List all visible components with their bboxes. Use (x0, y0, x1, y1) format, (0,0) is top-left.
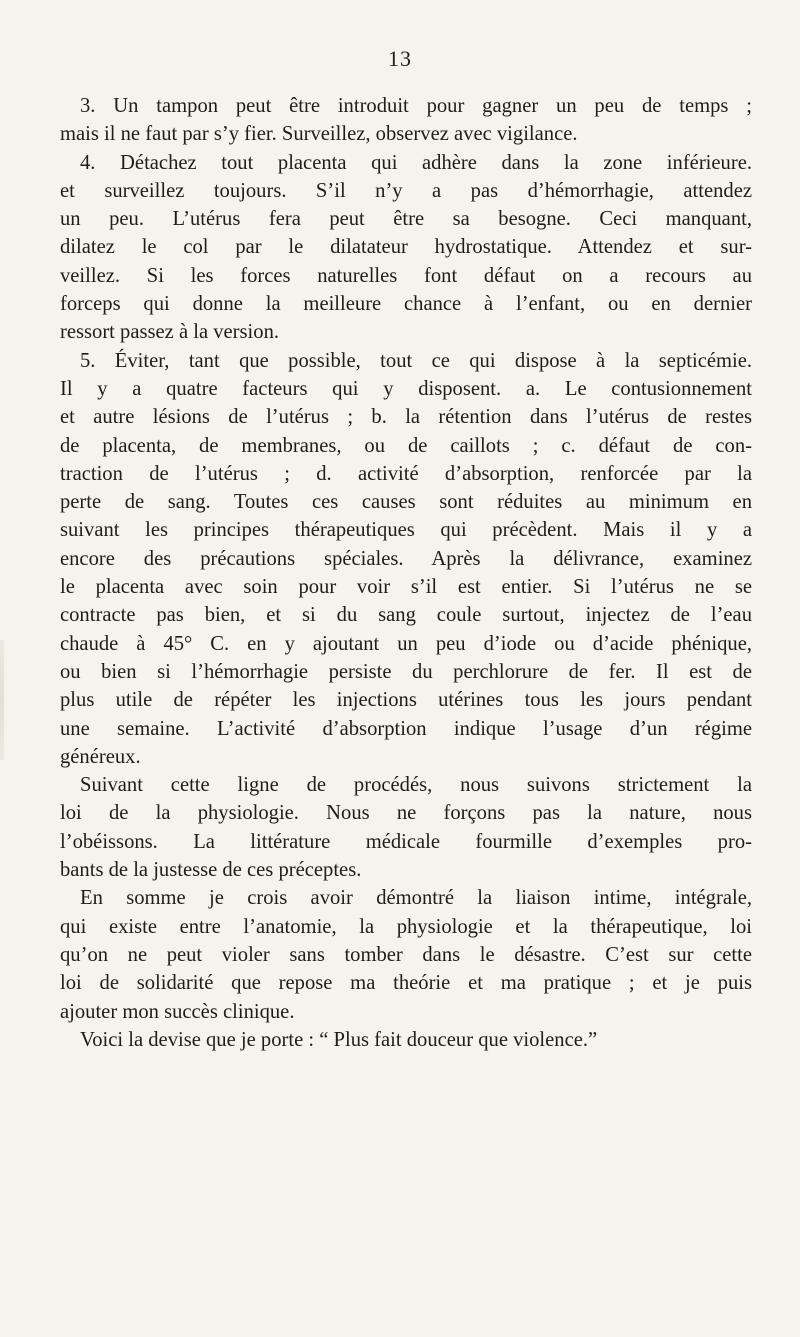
paragraph-3-tampon (60, 92, 752, 149)
text-line: dilatez le col par le dilatateur hydrostatique. Attendez et sur- (60, 236, 752, 259)
text-line: suivant les principes thérapeutiques qui précèdent. Mais il y a (60, 519, 752, 542)
text-line: qu’on ne peut violer sans tomber dans le désastre. C’est sur cette (60, 943, 752, 966)
text-line: de placenta, de membranes, ou de caillots ; c. défaut de con- (60, 434, 752, 457)
text-line: un peu. L’utérus fera peut être sa besogne. Ceci manquant, (60, 208, 752, 231)
scan-edge-shadow (0, 640, 4, 760)
text-line: Suivant cette ligne de procédés, nous suivons strictement la (80, 774, 752, 797)
text-line: chaude à 45° C. en y ajoutant un peu d’iode ou d’acide phénique, (60, 632, 752, 655)
paragraph-4-placenta (60, 149, 752, 347)
text-line: perte de sang. Toutes ces causes sont réduites au minimum en (60, 491, 752, 514)
text-line: 5. Éviter, tant que possible, tout ce qui dispose à la septicémie. (80, 349, 752, 372)
text-line: En somme je crois avoir démontré la liaison intime, intégrale, (80, 887, 752, 910)
text-line: contracte pas bien, et si du sang coule surtout, injectez de l’eau (60, 604, 752, 627)
text-line: une semaine. L’activité d’absorption indique l’usage d’un régime (60, 717, 752, 740)
text-line: le placenta avec soin pour voir s’il est entier. Si l’utérus ne se (60, 576, 752, 599)
text-line: encore des précautions spéciales. Après la délivrance, examinez (60, 547, 752, 570)
text-line: ajouter mon succès clinique. (60, 1000, 295, 1023)
body-text (60, 92, 752, 1054)
text-line: et surveillez toujours. S’il n’y a pas d’hémorrhagie, attendez (60, 179, 752, 202)
text-line: loi de solidarité que repose ma theórie et ma pratique ; et je puis (60, 972, 752, 995)
text-line: veillez. Si les forces naturelles font défaut on a recours au (60, 264, 752, 287)
page-number: 13 (388, 46, 412, 71)
text-line: mais il ne faut par s’y fier. Surveillez, observez avec vigilance. (60, 123, 578, 146)
text-line: Voici la devise que je porte : “ Plus fait douceur que violence.” (80, 1028, 598, 1051)
text-line: qui existe entre l’anatomie, la physiologie et la thérapeutique, loi (60, 915, 752, 938)
text-line: ressort passez à la version. (60, 321, 280, 344)
text-line: bants de la justesse de ces préceptes. (60, 859, 362, 882)
text-line: traction de l’utérus ; d. activité d’absorption, renforcée par la (60, 462, 752, 485)
text-line: Il y a quatre facteurs qui y disposent. a. Le contusionnement (60, 377, 752, 400)
text-line: l’obéissons. La littérature médicale fourmille d’exemples pro- (60, 830, 752, 853)
text-line: loi de la physiologie. Nous ne forçons pas la nature, nous (60, 802, 752, 825)
paragraph-devise (60, 1026, 752, 1054)
text-line: généreux. (60, 745, 141, 768)
paragraph-5-septicemie (60, 347, 752, 771)
text-line: 4. Détachez tout placenta qui adhère dans la zone inférieure. (80, 151, 752, 174)
text-line: 3. Un tampon peut être introduit pour gagner un peu de temps ; (80, 95, 752, 117)
text-line: et autre lésions de l’utérus ; b. la rétention dans l’utérus de restes (60, 406, 752, 429)
text-line: plus utile de répéter les injections utérines tous les jours pendant (60, 689, 752, 712)
paragraph-physiologie (60, 771, 752, 884)
text-line: ou bien si l’hémorrhagie persiste du perchlorure de fer. Il est de (60, 660, 752, 683)
text-line: forceps qui donne la meilleure chance à l’enfant, ou en dernier (60, 293, 752, 316)
paragraph-conclusion (60, 884, 752, 1025)
